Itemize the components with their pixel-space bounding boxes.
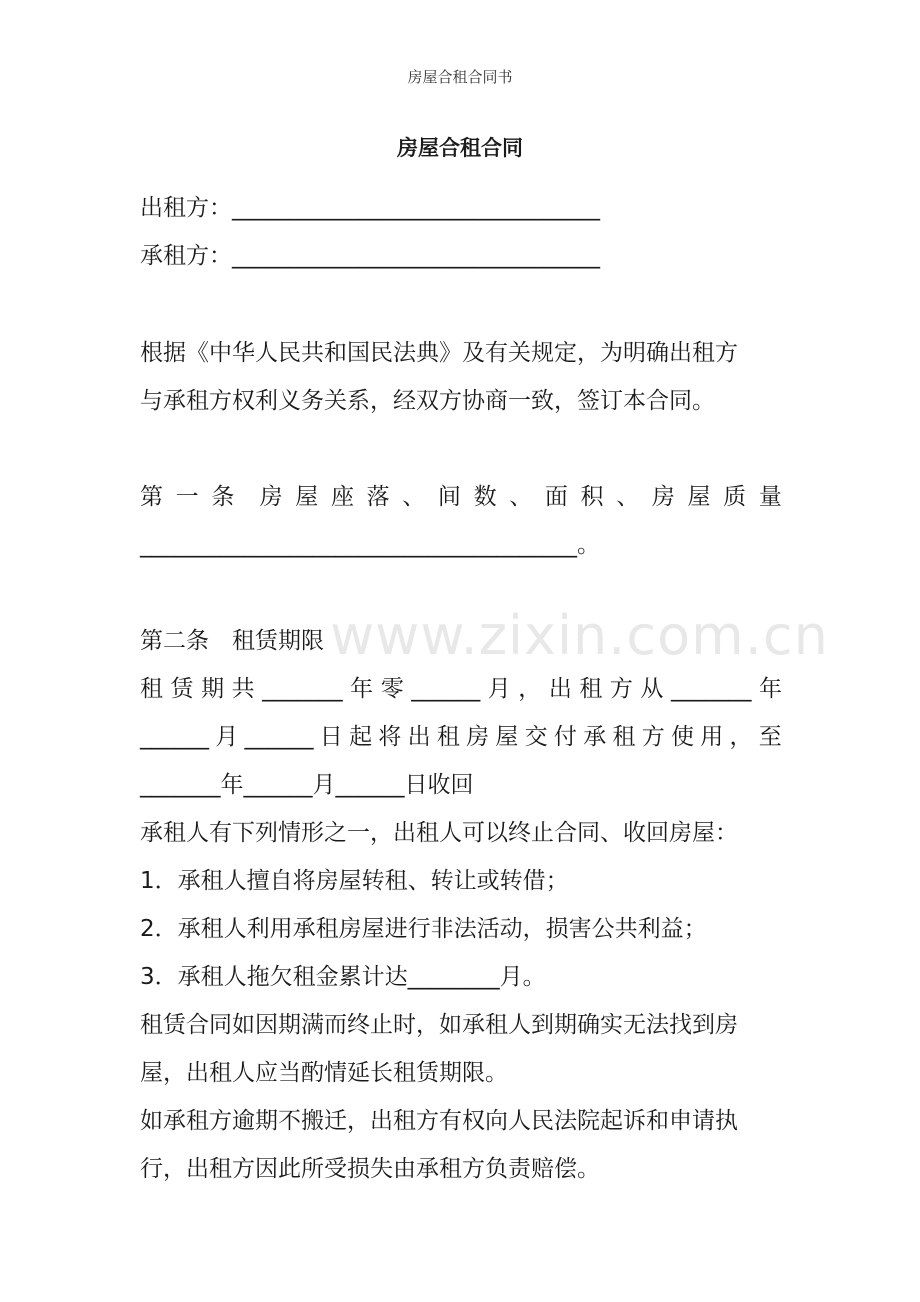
termination-item-2: 2．承租人利用承租房屋进行非法活动，损害公共利益； [140,916,707,942]
lease-term-line-2-segment: 付 [553,724,577,750]
overdue-line-1: 如承租方逾期不搬迁，出租方有权向人民法院起诉和申请执 [140,1108,738,1134]
article1-heading-segment: 、 [402,484,426,510]
lease-term-line-2-segment: 用 [700,724,724,750]
expire-line-1: 租赁合同如因期满而终止时，如承租人到期确实无法找到房 [140,1012,738,1038]
lease-term-line-2 [140,722,782,752]
article1-heading-segment: 数 [473,484,497,510]
lease-term-line-1-segment: 零 [380,676,404,702]
lease-term-line-1-segment: ______ [411,676,481,702]
lease-term-line-2-segment: 至 [758,724,782,750]
lease-term-line-2-segment: 使 [670,724,694,750]
article1-heading-segment: 面 [544,484,568,510]
lease-term-line-2-segment: 起 [349,724,373,750]
article1-heading-segment: 条 [211,484,235,510]
lease-term-line-2-segment: 承 [583,724,607,750]
article1-blank-line: ______________________________________。 [140,532,600,558]
lease-term-line-1-segment: _______ [670,676,752,702]
lease-term-line-1-segment: ， [518,676,542,702]
intro-line-1: 根据《中华人民共和国民法典》及有关规定，为明确出租方 [140,340,738,366]
lease-term-line-2-segment: 租 [612,724,636,750]
lease-term-line-2-segment: 出 [407,724,431,750]
lease-term-line-1-segment: 租 [579,676,603,702]
article1-heading-segment: 量 [758,484,782,510]
lease-term-line-3: _______年______月______日收回 [140,772,474,798]
article1-heading-segment: 积 [580,484,604,510]
lease-term-line-2-segment: 租 [436,724,460,750]
lease-term-line-2-segment: 屋 [495,724,519,750]
lease-term-line-2-segment: 房 [466,724,490,750]
lease-term-line-2-segment: 日 [319,724,343,750]
page-header: 房屋合租合同书 [407,68,513,86]
lease-term-line-1-segment: 赁 [170,676,194,702]
document-title: 房屋合租合同 [397,136,523,160]
lessor-field: 出租方：________________________________ [140,195,600,221]
article1-heading-segment: 房 [259,484,283,510]
lease-term-line-1-segment: 年 [758,676,782,702]
lease-term-line-1-segment: 年 [350,676,374,702]
lease-term-line-2-segment: 将 [378,724,402,750]
expire-line-2: 屋，出租人应当酌情延长租赁期限。 [140,1060,508,1086]
article1-heading-segment: 质 [723,484,747,510]
lease-term-line-1 [140,674,782,704]
lease-term-line-1-segment: 期 [201,676,225,702]
overdue-line-2: 行，出租方因此所受损失由承租方负责赔偿。 [140,1156,600,1182]
lease-term-line-1-segment: 出 [548,676,572,702]
article1-heading [140,482,782,512]
article1-heading-segment: 间 [437,484,461,510]
article1-heading-segment: 房 [651,484,675,510]
article2-heading: 第二条 租赁期限 [140,628,324,654]
lease-term-line-2-segment: ______ [244,724,314,750]
termination-intro: 承租人有下列情形之一，出租人可以终止合同、收回房屋： [140,820,738,846]
article1-heading-segment: 屋 [687,484,711,510]
lease-term-line-1-segment: 从 [640,676,664,702]
lease-term-line-1-segment: 月 [487,676,511,702]
termination-item-1: 1．承租人擅自将房屋转租、转让或转借； [140,868,569,894]
article1-heading-segment: 、 [616,484,640,510]
article1-heading-segment: 座 [330,484,354,510]
article1-heading-segment: 第 [140,484,163,510]
article1-heading-segment: 、 [509,484,533,510]
lease-term-line-2-segment: 交 [524,724,548,750]
intro-line-2: 与承租方权利义务关系，经双方协商一致，签订本合同。 [140,388,715,414]
article1-heading-segment: 一 [175,484,199,510]
lease-term-line-1-segment: 租 [140,676,163,702]
article1-heading-segment: 落 [366,484,390,510]
lease-term-line-2-segment: 方 [641,724,665,750]
lease-term-line-2-segment: 月 [215,724,239,750]
lease-term-line-1-segment: _______ [262,676,343,702]
watermark: www.zixin.com.cn [330,604,829,667]
lease-term-line-1-segment: 方 [609,676,633,702]
lease-term-line-2-segment: ______ [140,724,209,750]
article1-heading-segment: 屋 [295,484,319,510]
lessee-field: 承租方：________________________________ [140,243,600,269]
lease-term-line-2-segment: ， [729,724,753,750]
lease-term-line-1-segment: 共 [231,676,255,702]
termination-item-3: 3．承租人拖欠租金累计达________月。 [140,964,546,990]
